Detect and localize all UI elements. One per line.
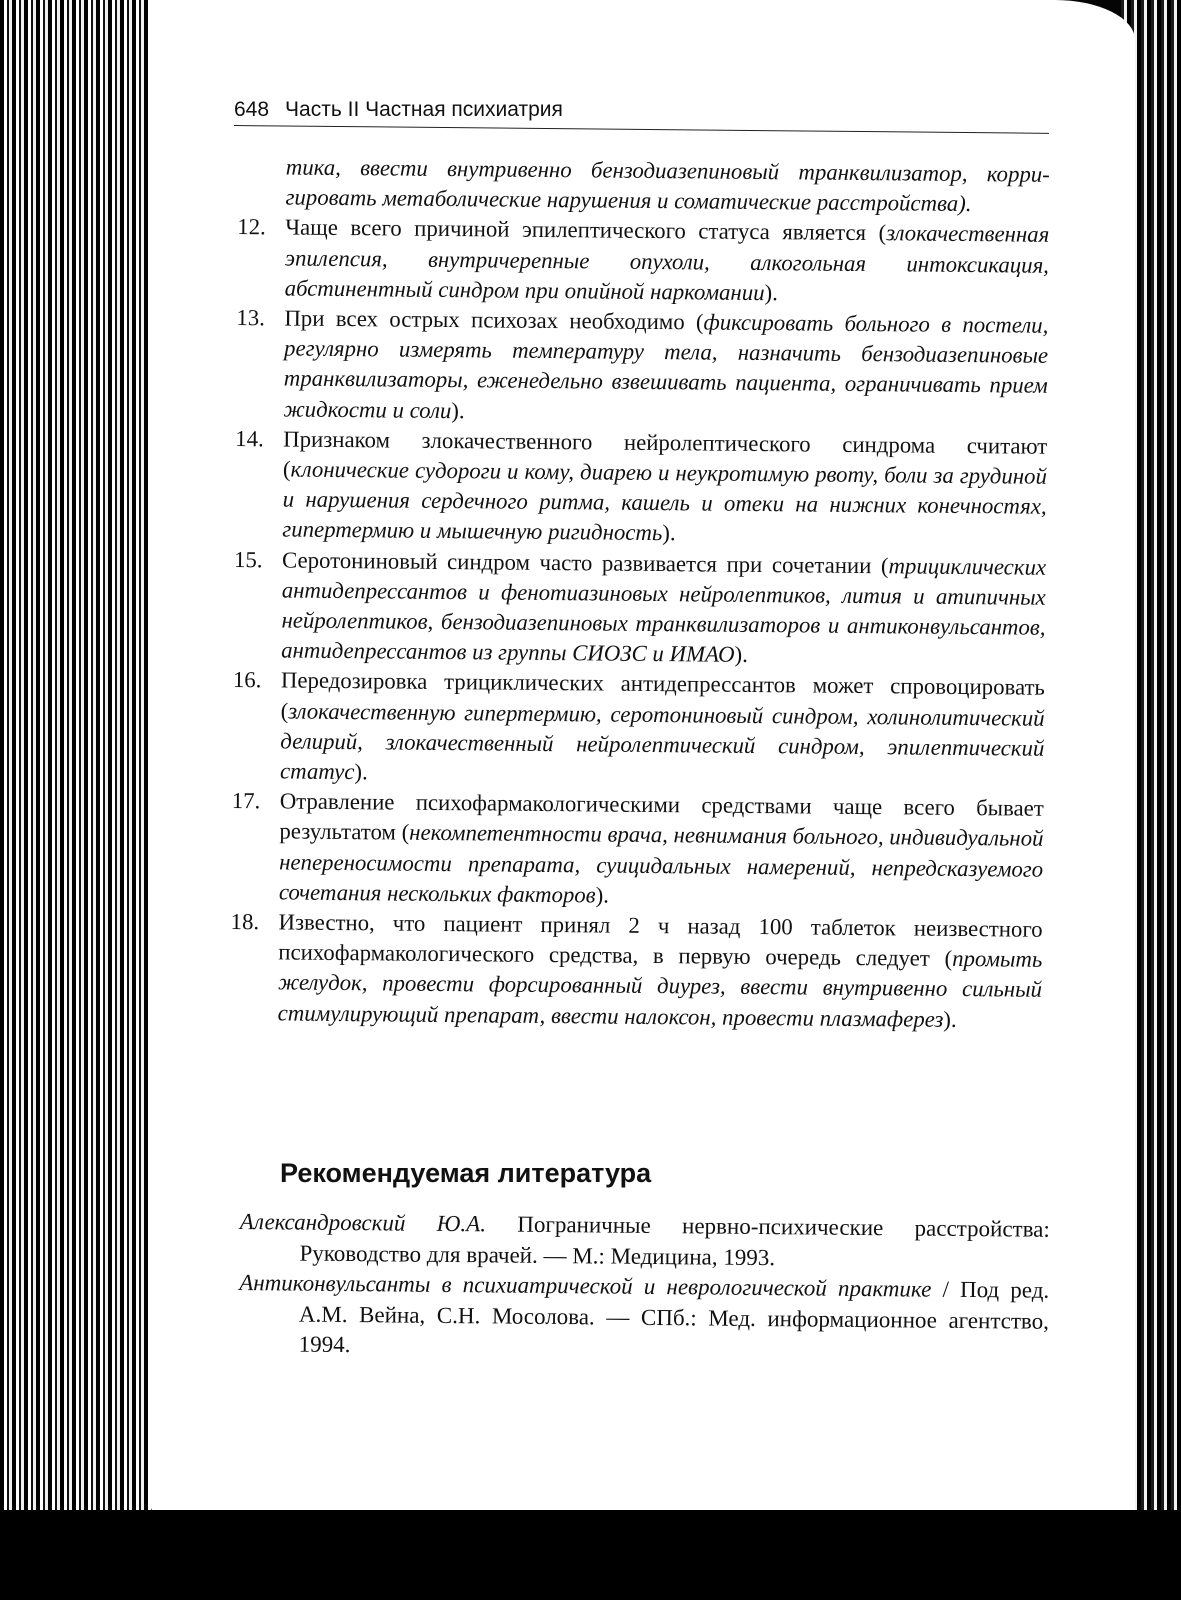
reference-details: / Под ред. А.М. Вейна, С.Н. Мосолова. — СПб.: Мед. информационное агентство, 1994. (298, 1276, 1050, 1358)
item-options: злокачественную гипертермию, серотониновый синдром, холинолитический делирий, злокачественный нейролептический синдром, эпилептический статус (279, 698, 1045, 785)
list-item (234, 424, 1047, 553)
item-number: 15. (233, 546, 263, 572)
item-close: ). (451, 397, 465, 423)
list-item (233, 545, 1046, 674)
section-heading: Рекомендуемая литература (280, 1158, 652, 1188)
page-number: 648 (234, 98, 270, 121)
reference-details: Пограничные нервно-психические расстройства: Руководство для врачей. — М.: Медицина, 1993. (299, 1211, 1050, 1270)
item-number: 17. (231, 788, 261, 814)
item-close: ). (764, 279, 778, 306)
item-stem: Чаще всего причиной эпилептического статуса является ( (285, 214, 887, 246)
running-title: Часть II Частная психиатрия (285, 98, 563, 121)
item-stem: Серотониновый синдром часто развивается при сочетании ( (281, 547, 889, 578)
list-item (235, 303, 1048, 432)
running-head (234, 98, 1054, 128)
question-list (230, 152, 1050, 1036)
item-options: злокачественная эпилепсия, внутричерепные опухоли, алкогольная интоксикация, абстинентный синдром при опийной наркомании (284, 220, 1050, 305)
list-item (232, 665, 1045, 794)
reference-list (239, 1207, 1050, 1367)
list-item (230, 907, 1043, 1036)
item-number: 12. (237, 214, 266, 240)
stacked-page-edges-left (0, 0, 160, 1600)
item-close: ). (662, 520, 676, 546)
item-options: трициклических антидепрессантов и фенотиазиновых нейролептиков, лития и атипичных нейролептиков, бензодиазепиновых транквилизаторов и антиконвульсантов, антидепрессантов из группы СИОЗС и ИМАО (281, 552, 1047, 668)
item-stem: Известно, что пациент принял 2 ч назад 100 таблеток неизвестного психофармакологического средства, в первую очередь следует ( (278, 909, 1043, 972)
item-number: 18. (230, 909, 260, 935)
reference-author: Александровский Ю.А. (239, 1208, 487, 1237)
item-options: клонические судороги и кому, диарею и неукротимую рвоту, боли за грудиной и нарушения сердечного ритма, кашель и отеки на нижних конечностях, гипертермию и мышечную ригидность (282, 456, 1048, 546)
list-item (231, 786, 1044, 915)
item-options: фиксировать больного в постели, регулярно измерять температуру тела, назначить бензодиазепиновые транквилизаторы, еженедельно взвешивать пациента, ограничивать прием жидкости и соли (283, 309, 1049, 423)
item-stem: Передозировка трициклических антидепрессантов может спровоцировать ( (280, 667, 1046, 724)
item-stem: Признаком злокачественного нейролептического синдрома считают ( (282, 426, 1048, 482)
item-number: 13. (236, 305, 266, 331)
item-number: 14. (235, 425, 264, 452)
item-stem: Отравление психофармакологическими средствами чаще всего бывает результатом ( (279, 788, 1044, 846)
list-item (237, 212, 1050, 310)
continued-line-1: тика, ввести внутривенно бензодиазепиновый транквилизатор, корри- (285, 154, 1050, 187)
reference-entry (239, 1268, 1050, 1367)
continued-item-text (237, 152, 1050, 220)
item-stem: При всех острых психозах необходимо ( (284, 305, 704, 335)
item-close: ). (595, 882, 610, 908)
item-options: промыть желудок, провести форсированный диурез, ввести внутривенно сильный стимулирующий препарат, ввести налоксон, провести плазмаферез (277, 946, 1043, 1032)
item-close: ). (354, 759, 368, 785)
page-bottom-shadow (0, 1510, 1181, 1600)
continued-line-2: гировать метаболические нарушения и соматические расстройства). (285, 184, 972, 217)
item-close: ). (943, 1006, 957, 1032)
item-options: некомпетентности врача, невнимания больного, индивидуальной непереносимости препарата, суицидальных намерений, непредсказуемого сочетания нескольких факторов (278, 820, 1044, 908)
item-close: ). (734, 642, 748, 668)
reference-entry (239, 1207, 1050, 1276)
reference-author: Антиконвульсанты в психиатрической и неврологической практике (239, 1269, 932, 1302)
item-number: 16. (232, 667, 262, 693)
